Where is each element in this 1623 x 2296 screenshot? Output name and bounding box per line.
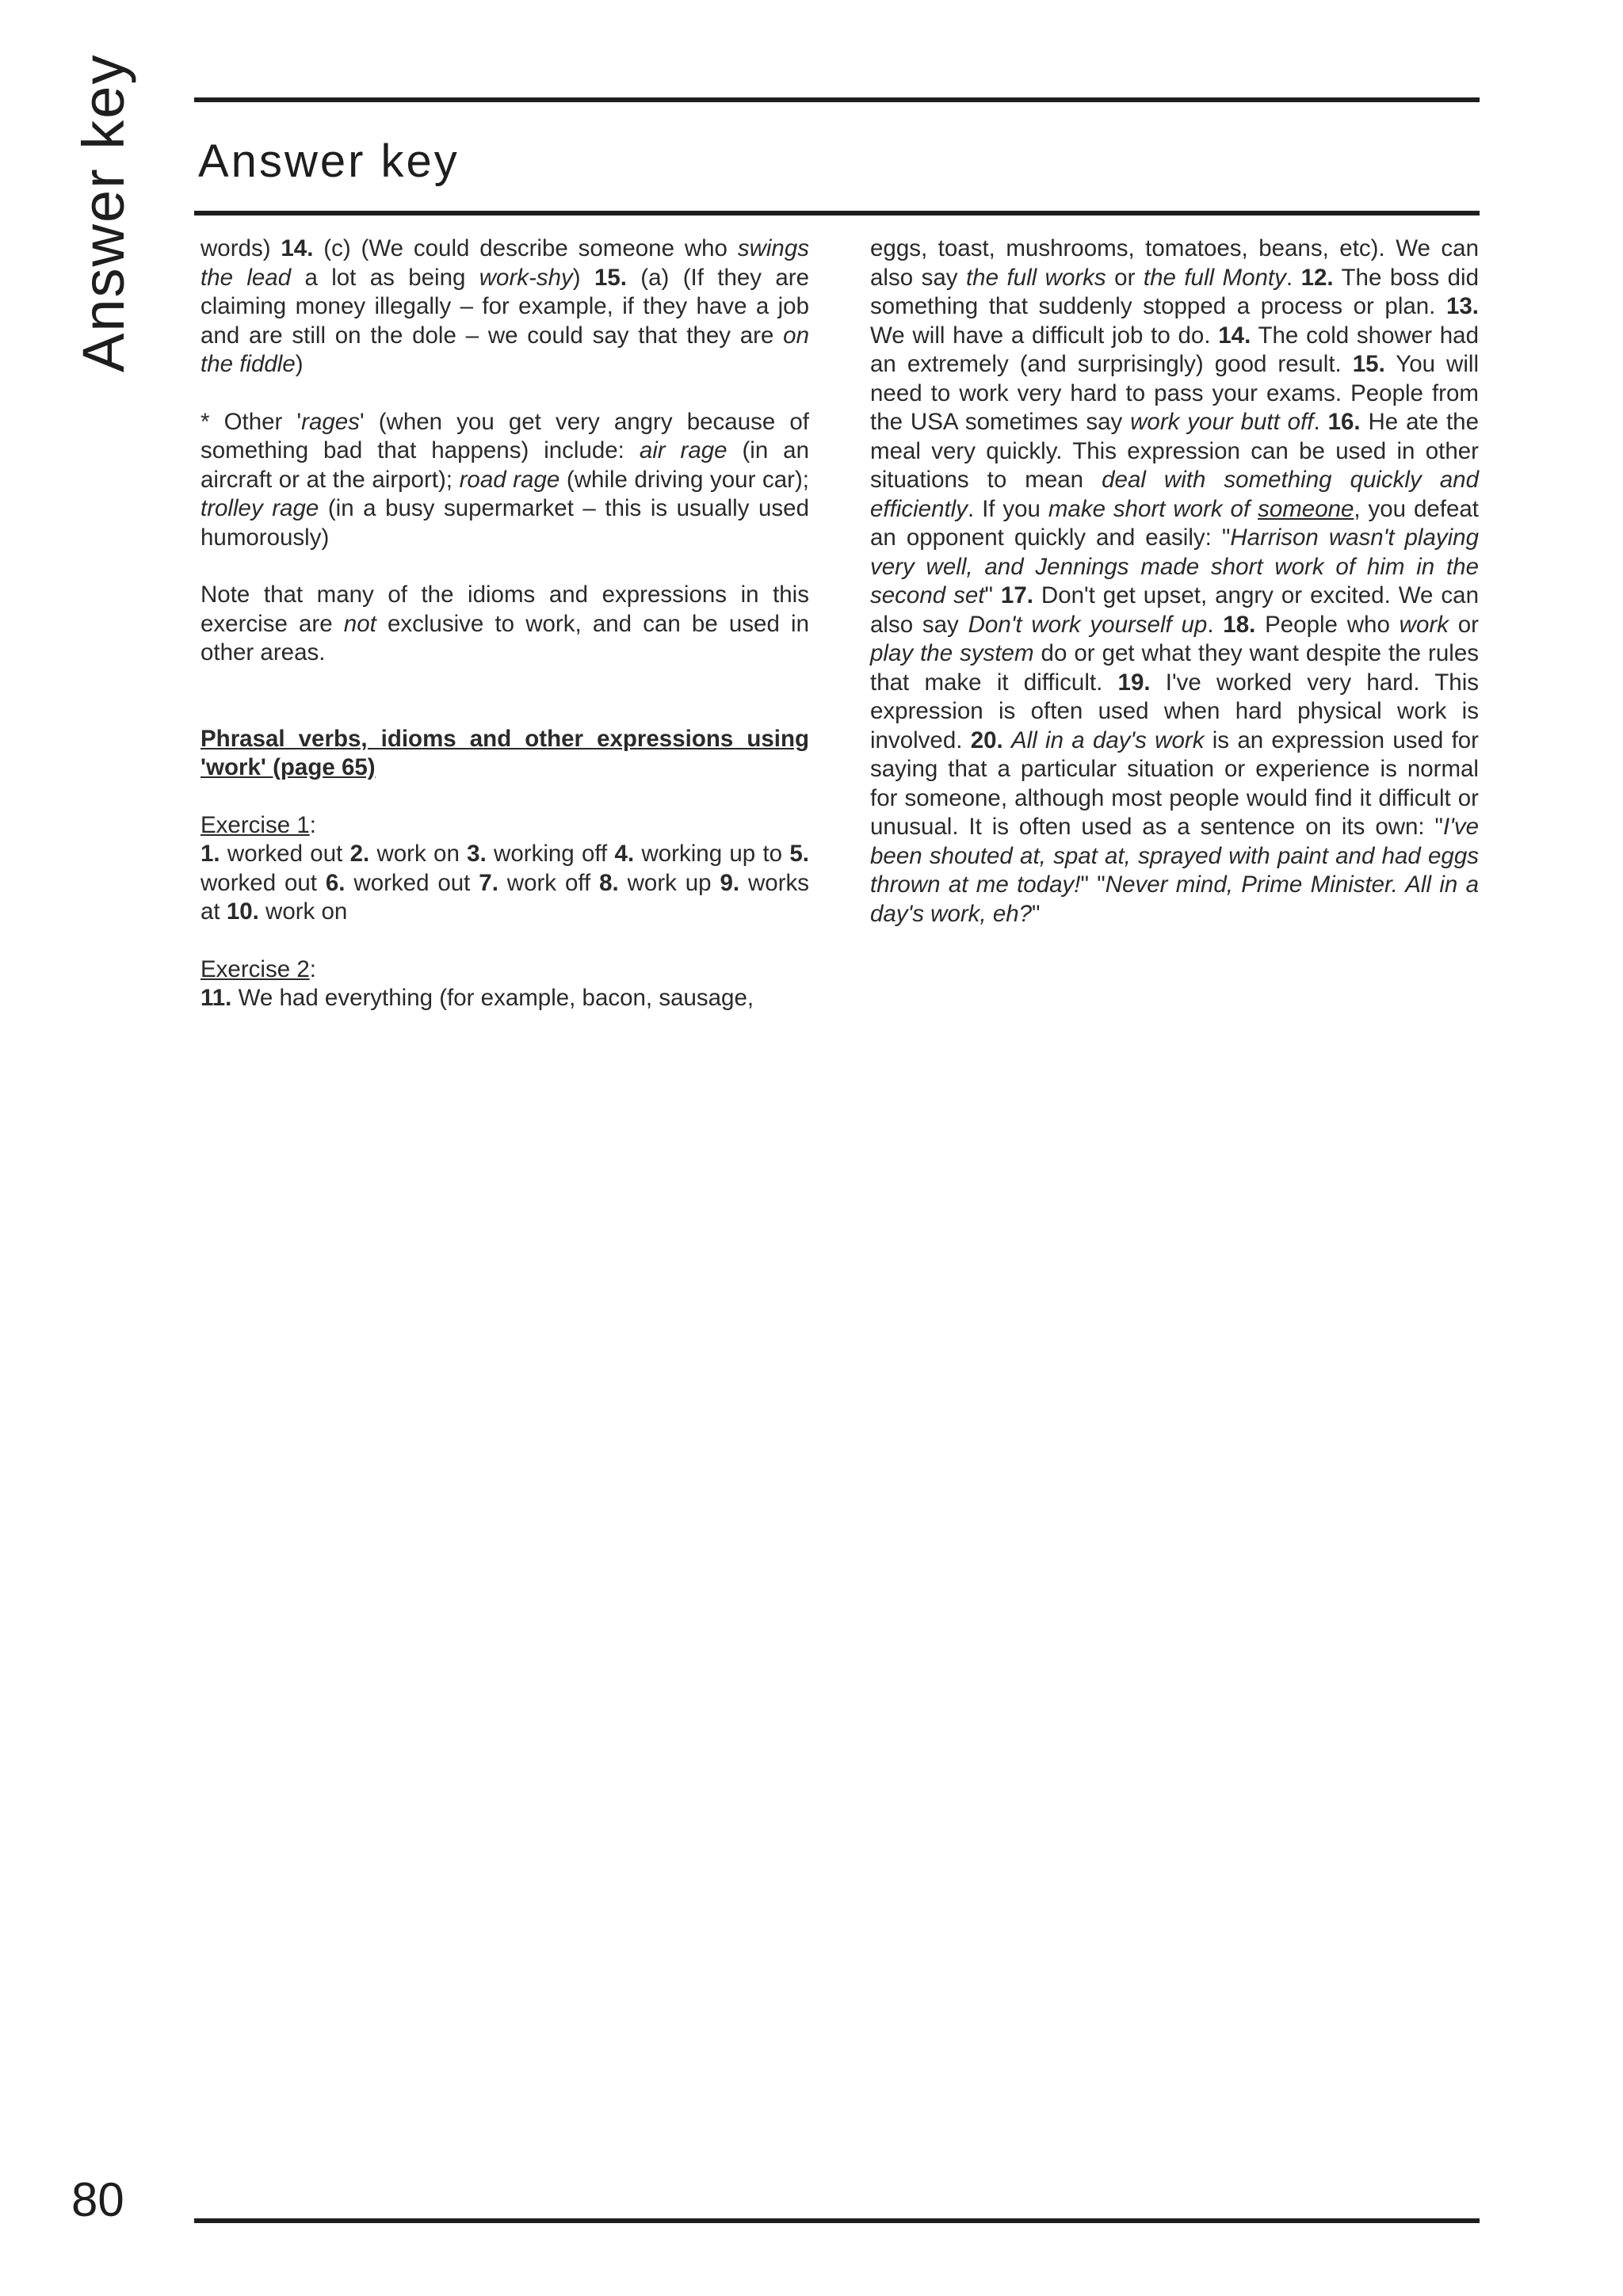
- body-text: work on: [258, 898, 348, 925]
- answer-number: 13.: [1445, 293, 1479, 319]
- body-text: .: [1285, 264, 1301, 291]
- body-text: [1003, 727, 1011, 753]
- body-text: worked out: [200, 869, 326, 896]
- sidebar-section-label: Answer key: [71, 53, 136, 372]
- body-text: ' (when you get very angry because of something bad that happens) include:: [200, 408, 809, 463]
- body-text: work up: [618, 869, 720, 896]
- idiom-text: work your butt off: [1130, 409, 1314, 435]
- idiom-text: All in a day's work: [1011, 727, 1205, 753]
- header-bottom-rule: [194, 211, 1480, 215]
- answer-number: 19.: [1117, 669, 1151, 696]
- body-text: (c) (We could describe someone who: [313, 235, 738, 261]
- idiom-text: swings the lead: [200, 235, 809, 291]
- body-text: work off: [498, 869, 600, 896]
- body-text: ): [572, 264, 594, 291]
- body-text: worked out: [220, 841, 350, 867]
- idiom-text: trolley rage: [200, 495, 319, 521]
- body-text: The boss did something that suddenly stopped a process or plan.: [870, 264, 1479, 319]
- body-text: or: [1448, 611, 1479, 638]
- answer-number: 1.: [200, 841, 220, 867]
- body-text: works at: [200, 869, 810, 925]
- body-text: work on: [369, 841, 468, 867]
- body-text: We had everything (for example, bacon, sausage,: [231, 985, 754, 1011]
- body-text: Don't get upset, angry or excited. We can also say: [870, 582, 1479, 638]
- answer-number: 5.: [789, 841, 809, 867]
- exercise-1-answers: [200, 840, 809, 927]
- idiom-text: air rage: [639, 437, 727, 463]
- body-text: words): [200, 235, 281, 261]
- body-text: worked out: [345, 869, 479, 896]
- idiom-text: work: [1399, 611, 1449, 638]
- body-text: exclusive to work, and can be used in other areas.: [200, 610, 809, 666]
- body-text: working up to: [634, 841, 790, 867]
- body-text: Note that many of the idioms and expressions in this exercise are: [200, 582, 809, 637]
- answer-paragraph: [200, 235, 809, 379]
- idiom-text: the full works: [965, 264, 1106, 291]
- answer-number: 15.: [594, 264, 627, 291]
- idiom-text: someone: [1258, 495, 1354, 522]
- header-top-rule: [194, 97, 1480, 102]
- exercise-2-label-line: Exercise 2:: [200, 955, 316, 982]
- answer-number: 10.: [226, 898, 259, 925]
- idiom-text: deal with something quickly and efficiently: [870, 467, 1479, 522]
- body-text: .: [1207, 611, 1224, 638]
- answer-number: 18.: [1223, 611, 1256, 638]
- body-text: . If you: [967, 495, 1048, 522]
- section-heading: Phrasal verbs, idioms and other expressions using 'work' (page 65): [200, 725, 809, 780]
- body-text: eggs, toast, mushrooms, tomatoes, beans, etc). We can also say: [870, 235, 1479, 291]
- note-rages-paragraph: [200, 408, 809, 553]
- body-text: The cold shower had an extremely (and surprisingly) good result.: [870, 322, 1479, 377]
- answer-number: 14.: [1218, 322, 1251, 349]
- answer-number: 6.: [325, 869, 346, 896]
- answer-number: 9.: [720, 869, 740, 896]
- idiom-text: Never mind, Prime Minister. All in a day's work, eh?: [870, 871, 1480, 927]
- idiom-text: work-shy: [479, 264, 573, 291]
- idiom-text: Don't work yourself up: [968, 611, 1208, 638]
- body-text: I've worked very hard. This expression is often used when hard physical work is involved.: [870, 669, 1479, 753]
- answer-number: 7.: [479, 869, 498, 896]
- body-text: We will have a difficult job to do.: [870, 322, 1219, 349]
- answer-number: 16.: [1327, 409, 1361, 435]
- footer-rule: [194, 2218, 1480, 2223]
- answer-number: 17.: [1000, 582, 1033, 608]
- answer-number: 8.: [599, 869, 619, 896]
- answer-number: 15.: [1352, 351, 1385, 377]
- right-column: [870, 235, 1479, 929]
- left-column: [200, 235, 809, 1013]
- exercise-2-answers-continued: [870, 235, 1479, 929]
- body-text: " ": [1080, 871, 1106, 898]
- body-text: People who: [1255, 611, 1400, 638]
- exercise-2-answers-start: [200, 984, 809, 1013]
- body-text: (while driving your car);: [559, 466, 809, 493]
- idiom-text: not: [343, 610, 376, 637]
- exercise-1-label-line: Exercise 1:: [200, 811, 316, 838]
- answer-number: 2.: [349, 841, 370, 867]
- answer-number: 4.: [614, 841, 635, 867]
- exercise-1-label: Exercise 1: [200, 811, 310, 838]
- body-text: * Other ': [200, 408, 302, 435]
- idiom-text: rages: [301, 408, 360, 435]
- body-text: do or get what they want despite the rules that make it difficult.: [870, 640, 1479, 696]
- idiom-text: the full Monty: [1143, 264, 1286, 291]
- answer-number: 3.: [467, 841, 487, 867]
- body-text: working off: [486, 841, 615, 867]
- idiom-text: make short work of: [1048, 495, 1258, 522]
- body-text: ): [295, 351, 304, 377]
- idiom-text: I've been shouted at, spat at, sprayed with paint and had eggs thrown at me today!: [870, 814, 1479, 898]
- exercise-2-label: Exercise 2: [200, 955, 310, 982]
- page-number: 80: [71, 2173, 124, 2226]
- idiom-text: road rage: [459, 466, 560, 493]
- body-text: (a) (If they are claiming money illegally – for example, if they have a job and are still on the dole – we could say that they are: [200, 264, 809, 349]
- body-text: (in an aircraft or at the airport);: [200, 437, 809, 493]
- idiom-text: on the fiddle: [200, 322, 809, 377]
- answer-number: 11.: [200, 985, 232, 1011]
- body-text: He ate the meal very quickly. This expression can be used in other situations to mean: [870, 409, 1479, 493]
- note-paragraph: [200, 581, 809, 668]
- body-text: ": [984, 582, 1001, 608]
- answer-number: 14.: [281, 235, 314, 261]
- body-text: .: [1313, 409, 1328, 435]
- idiom-text: Harrison wasn't playing very well, and Jennings made short work of him in the second set: [870, 524, 1479, 608]
- body-text: or: [1106, 264, 1144, 291]
- body-text: You will need to work very hard to pass your exams. People from the USA sometimes say: [870, 351, 1479, 435]
- body-text: , you defeat an opponent quickly and easily: ": [870, 495, 1480, 551]
- answer-number: 12.: [1300, 264, 1334, 291]
- answer-number: 20.: [970, 727, 1003, 753]
- idiom-text: play the system: [870, 640, 1034, 666]
- body-text: is an expression used for saying that a particular situation or experience is normal for someone, although most people would find it difficult or unusual. It is often used as a sentence on its own: ": [870, 727, 1479, 840]
- body-text: a lot as being: [291, 264, 479, 291]
- body-text: ": [1032, 900, 1041, 927]
- page-title: Answer key: [198, 135, 460, 187]
- body-text: (in a busy supermarket – this is usually used humorously): [200, 495, 809, 551]
